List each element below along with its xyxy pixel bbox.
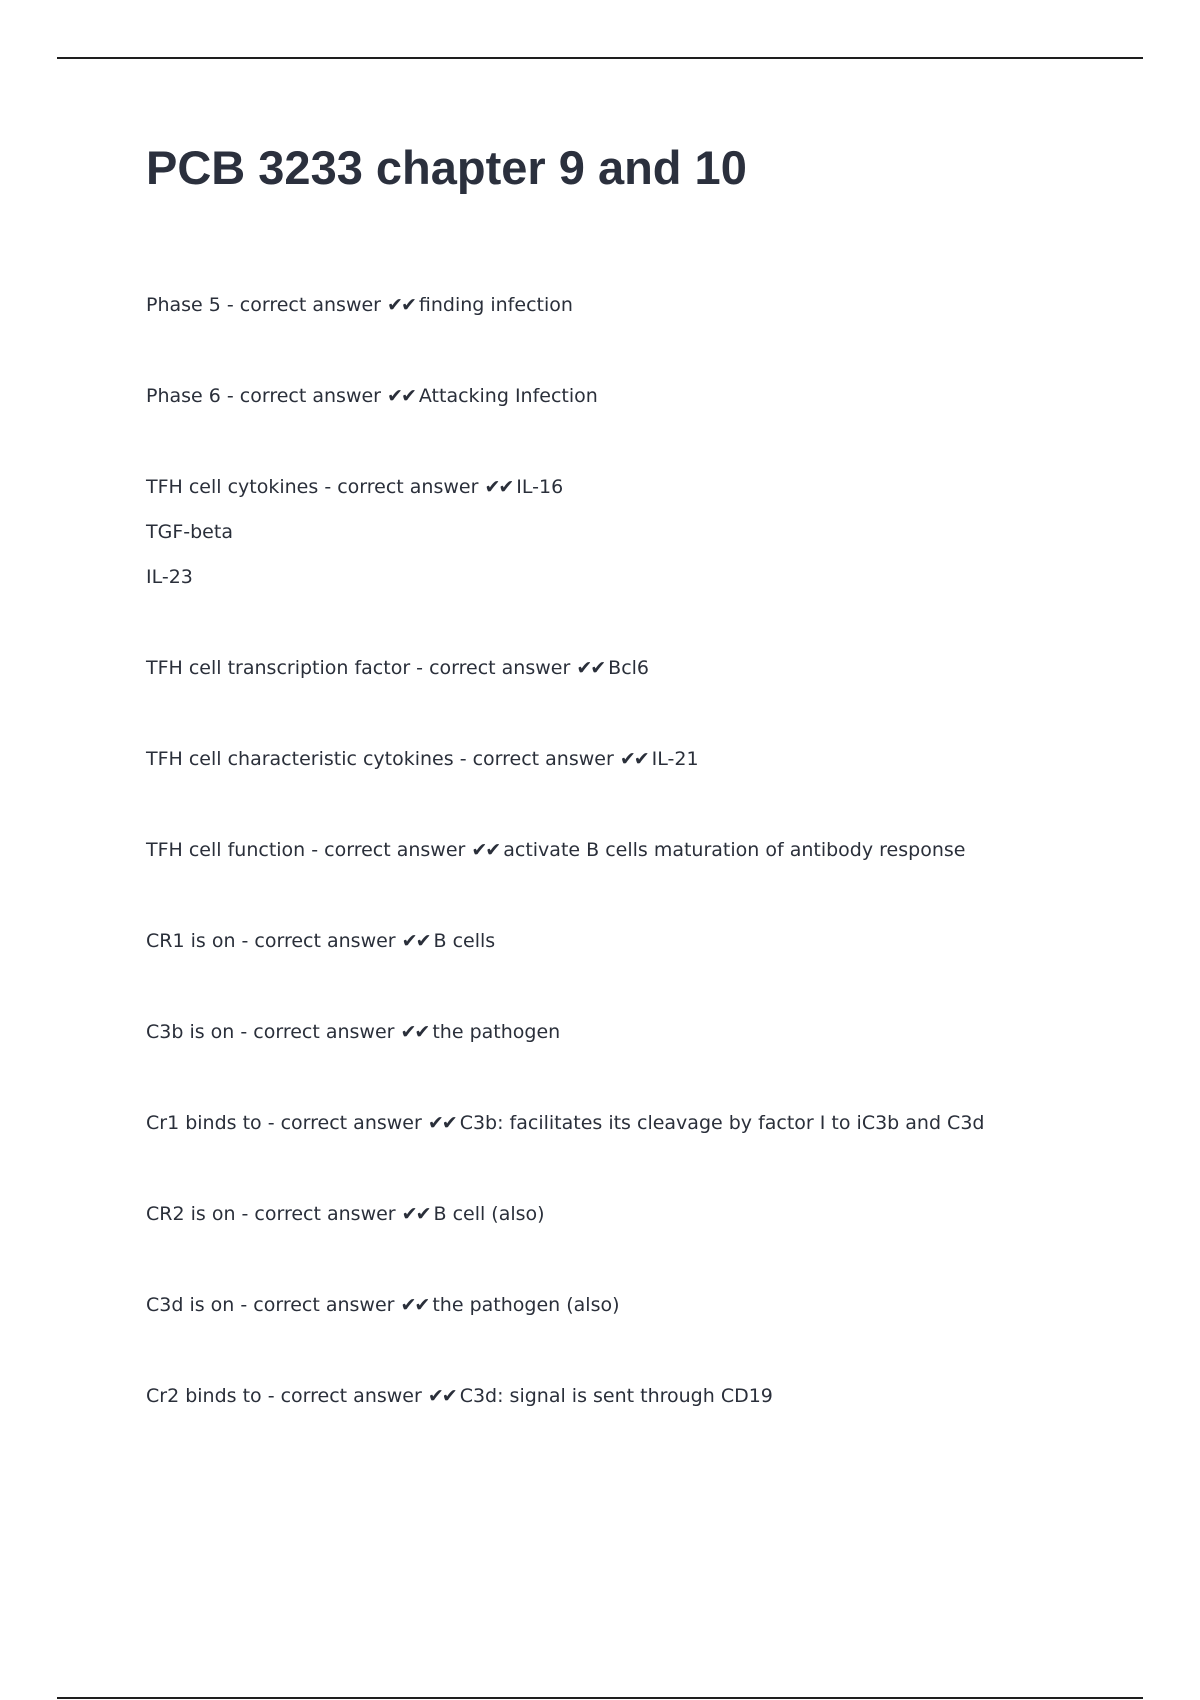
double-check-icon: ✔✔ [401,930,430,952]
double-check-icon: ✔✔ [401,1203,430,1225]
qa-answer: B cells [433,930,496,952]
double-check-icon: ✔✔ [484,476,513,498]
double-check-icon: ✔✔ [427,1385,456,1407]
qa-term: Cr1 binds to [146,1112,262,1134]
qa-item [146,292,573,318]
qa-answer: IL-16 [516,476,564,498]
qa-separator: - correct answer [235,930,402,952]
qa-term: TFH cell transcription factor [146,657,411,679]
qa-separator: - correct answer [235,1203,402,1225]
qa-answer: C3d: signal is sent through CD19 [459,1385,773,1407]
qa-separator: - correct answer [234,1021,401,1043]
qa-separator: - correct answer [234,1294,401,1316]
qa-item [146,746,699,772]
qa-answer: C3b: facilitates its cleavage by factor I to iC3b and C3d [459,1112,985,1134]
qa-item [146,1292,620,1318]
double-check-icon: ✔✔ [400,1021,429,1043]
qa-item [146,1201,545,1227]
qa-term: TFH cell cytokines [146,476,319,498]
double-check-icon: ✔✔ [387,294,415,316]
qa-separator: - correct answer [261,1385,428,1407]
qa-answer: B cell (also) [433,1203,545,1225]
qa-term: C3b is on [146,1021,235,1043]
qa-answer-extra: TGF-beta [146,521,233,543]
qa-separator: - correct answer [261,1112,428,1134]
qa-answer: activate B cells maturation of antibody response [503,839,966,861]
qa-item [146,1019,560,1045]
page-title: PCB 3233 chapter 9 and 10 [146,141,747,194]
double-check-icon: ✔✔ [400,1294,429,1316]
qa-separator: - correct answer [318,476,485,498]
qa-answer: the pathogen [432,1021,561,1043]
qa-term: CR2 is on [146,1203,236,1225]
double-check-icon: ✔✔ [387,385,415,407]
qa-item [146,1383,773,1409]
qa-item [146,474,563,590]
qa-answer: finding infection [418,294,573,316]
qa-term: C3d is on [146,1294,235,1316]
qa-term: Cr2 binds to [146,1385,262,1407]
double-check-icon: ✔✔ [619,748,648,770]
qa-term: TFH cell function [146,839,306,861]
qa-answer: Bcl6 [608,657,650,679]
double-check-icon: ✔✔ [576,657,605,679]
qa-separator: - correct answer [305,839,472,861]
qa-item [146,655,649,681]
qa-answer-extra: IL-23 [146,566,193,588]
qa-term: Phase 5 [146,294,221,316]
qa-separator: - correct answer [220,385,388,407]
qa-term: CR1 is on [146,930,236,952]
double-check-icon: ✔✔ [471,839,500,861]
qa-separator: - correct answer [410,657,577,679]
qa-item [146,1110,984,1136]
qa-answer: the pathogen (also) [432,1294,620,1316]
double-check-icon: ✔✔ [427,1112,456,1134]
qa-answer: Attacking Infection [418,385,598,407]
qa-item [146,928,495,954]
qa-term: Phase 6 [146,385,221,407]
top-rule [57,57,1143,59]
qa-separator: - correct answer [220,294,388,316]
qa-separator: - correct answer [453,748,620,770]
bottom-rule [57,1697,1143,1699]
qa-term: TFH cell characteristic cytokines [146,748,454,770]
qa-answer: IL-21 [651,748,699,770]
qa-item [146,383,598,409]
qa-item [146,837,965,863]
